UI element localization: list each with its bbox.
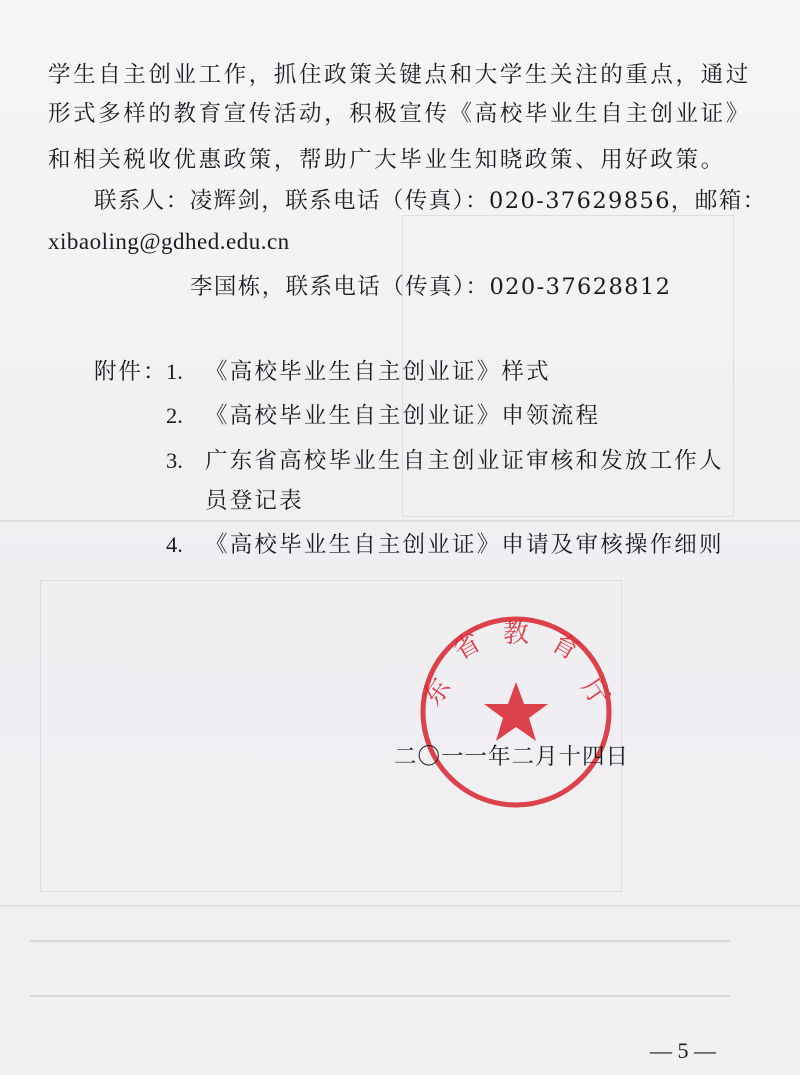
seal-char: 厅 xyxy=(574,673,615,712)
body-line: 形式多样的教育宣传活动，积极宣传《高校毕业生自主创业证》 xyxy=(48,101,751,127)
attachment-number: 4. xyxy=(166,532,183,557)
seal-char: 育 xyxy=(546,627,584,667)
official-seal xyxy=(416,612,616,812)
divider xyxy=(30,995,730,997)
attachment-number: 3. xyxy=(166,448,183,473)
attachment-item: 员登记表 xyxy=(205,488,304,514)
seal-char: 教 xyxy=(502,619,530,649)
fold-line xyxy=(0,905,800,907)
contact-line: 李国栋，联系电话（传真）：020-37628812 xyxy=(190,274,672,300)
body-line: 和相关税收优惠政策，帮助广大毕业生知晓政策、用好政策。 xyxy=(48,147,726,173)
attachment-label: 附件： xyxy=(94,359,168,385)
attachment-number: 2. xyxy=(166,403,183,428)
attachment-item: 《高校毕业生自主创业证》申请及审核操作细则 xyxy=(205,532,724,558)
divider xyxy=(30,940,730,942)
contact-line: 联系人：凌辉剑，联系电话（传真）：020-37629856，邮箱： xyxy=(94,188,767,214)
contact-email: xibaoling@gdhed.edu.cn xyxy=(48,229,290,254)
seal-char: 省 xyxy=(448,627,486,667)
fold-line xyxy=(0,520,800,522)
body-line: 学生自主创业工作，抓住政策关键点和大学生关注的重点，通过 xyxy=(48,62,751,88)
issue-date: 二〇一一年二月十四日 xyxy=(394,744,630,770)
attachment-item: 《高校毕业生自主创业证》申领流程 xyxy=(205,403,601,429)
star-icon xyxy=(484,682,548,741)
page-number: — 5 — xyxy=(650,1038,716,1063)
seal-char: 东 xyxy=(417,673,458,712)
attachment-number: 1. xyxy=(166,359,183,384)
attachment-item: 广东省高校毕业生自主创业证审核和发放工作人 xyxy=(205,448,724,474)
attachment-item: 《高校毕业生自主创业证》样式 xyxy=(205,359,551,385)
